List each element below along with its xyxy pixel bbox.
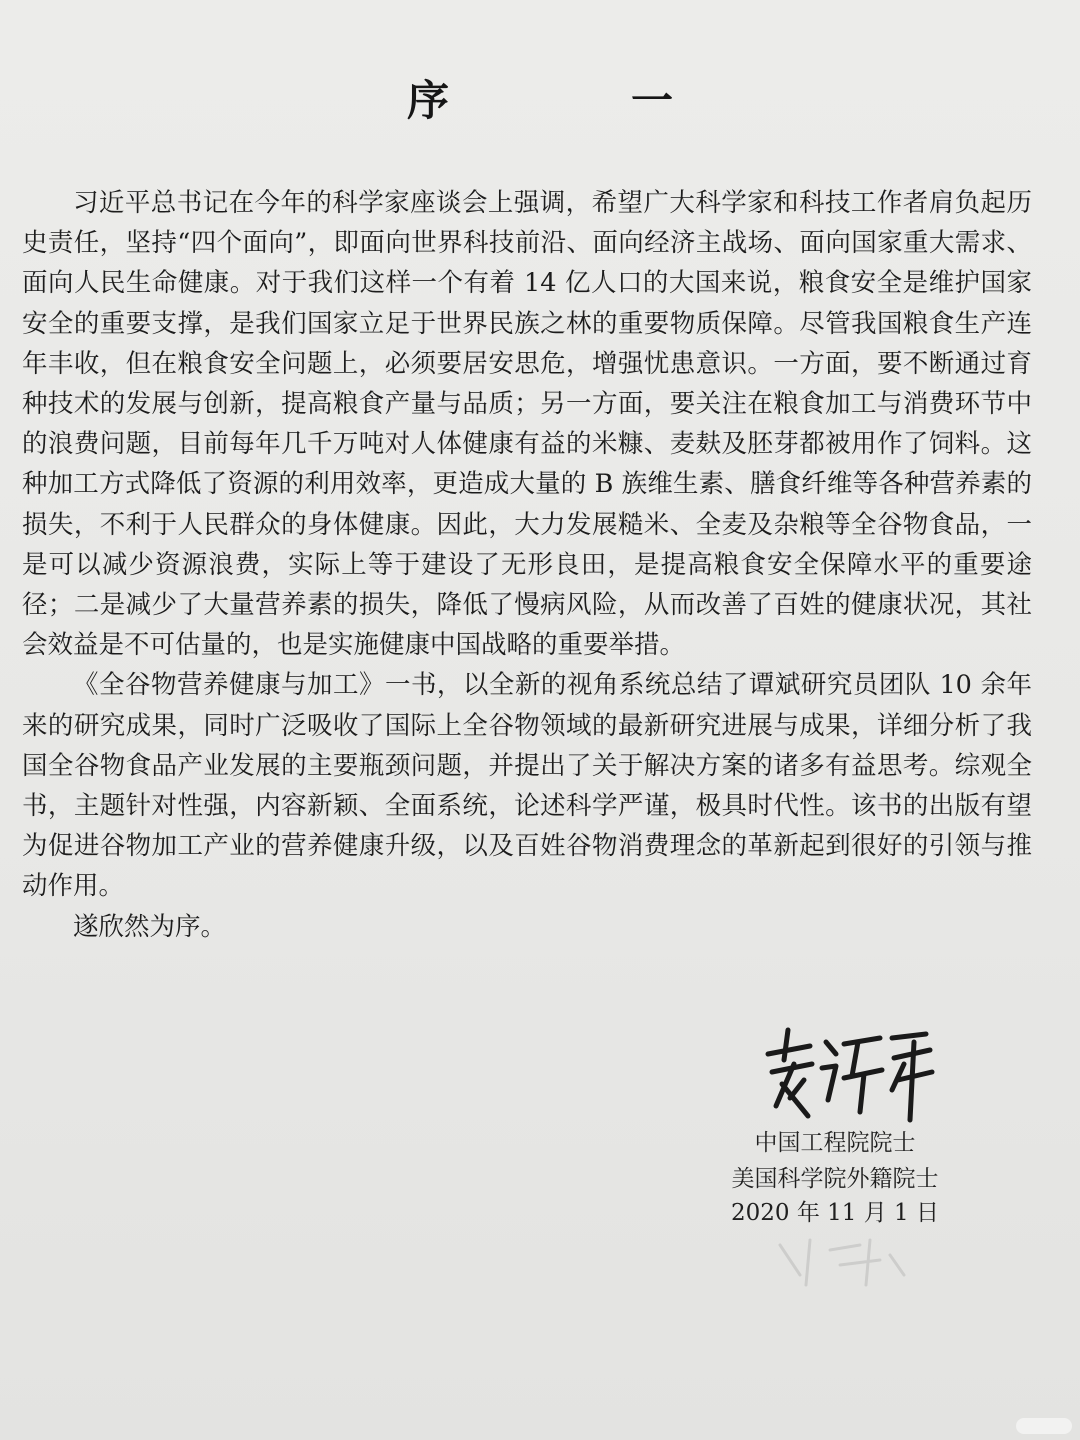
- author-title-1: 中国工程院院士: [754, 1130, 916, 1156]
- preface-body: [22, 183, 1032, 947]
- paragraph-1: 习近平总书记在今年的科学家座谈会上强调，希望广大科学家和科技工作者肩负起历史责任，坚持“四个面向”，即面向世界科技前沿、面向经济主战场、面向国家重大需求、面向人民生命健康。对于我们这样一个有着 14 亿人口的大国来说，粮食安全是维护国家安全的重要支撑，是我们国家立足于世界民族之林的重要物质保障。尽管我国粮食生产连年丰收，但在粮食安全问题上，必须要居安思危，增强忧患意识。一方面，要不断通过育种技术的发展与创新，提高粮食产量与品质；另一方面，要关注在粮食加工与消费环节中的浪费问题，目前每年几千万吨对人体健康有益的米糠、麦麸及胚芽都被用作了饲料。这种加工方式降低了资源的利用效率，更造成大量的 B 族维生素、膳食纤维等各种营养素的损失，不利于人民群众的身体健康。因此，大力发展糙米、全麦及杂粮等全谷物食品，一是可以减少资源浪费，实际上等于建设了无形良田，是提高粮食安全保障水平的重要途径；二是减少了大量营养素的损失，降低了慢病风险，从而改善了百姓的健康状况，其社会效益是不可估量的，也是实施健康中国战略的重要举措。: [22, 188, 1032, 661]
- paragraph-2: 《全谷物营养健康与加工》一书，以全新的视角系统总结了谭斌研究员团队 10 余年来的研究成果，同时广泛吸收了国际上全谷物领域的最新研究进展与成果，详细分析了我国全谷物食品产业发展的主要瓶颈问题，并提出了关于解决方案的诸多有益思考。综观全书，主题针对性强，内容新颖、全面系统，论述科学严谨，极具时代性。该书的出版有望为促进谷物加工产业的营养健康升级，以及百姓谷物消费理念的革新起到很好的引领与推动作用。: [22, 670, 1032, 902]
- bleed-through-mark: [770, 1225, 910, 1295]
- paragraph-3: 遂欣然为序。: [73, 911, 227, 942]
- signature-date: 2020 年 11 月 1 日: [731, 1200, 939, 1226]
- corner-watermark: [1016, 1418, 1072, 1434]
- handwritten-signature: [760, 1020, 940, 1132]
- preface-title: 序 一: [406, 76, 743, 125]
- author-title-2: 美国科学院外籍院士: [731, 1166, 939, 1192]
